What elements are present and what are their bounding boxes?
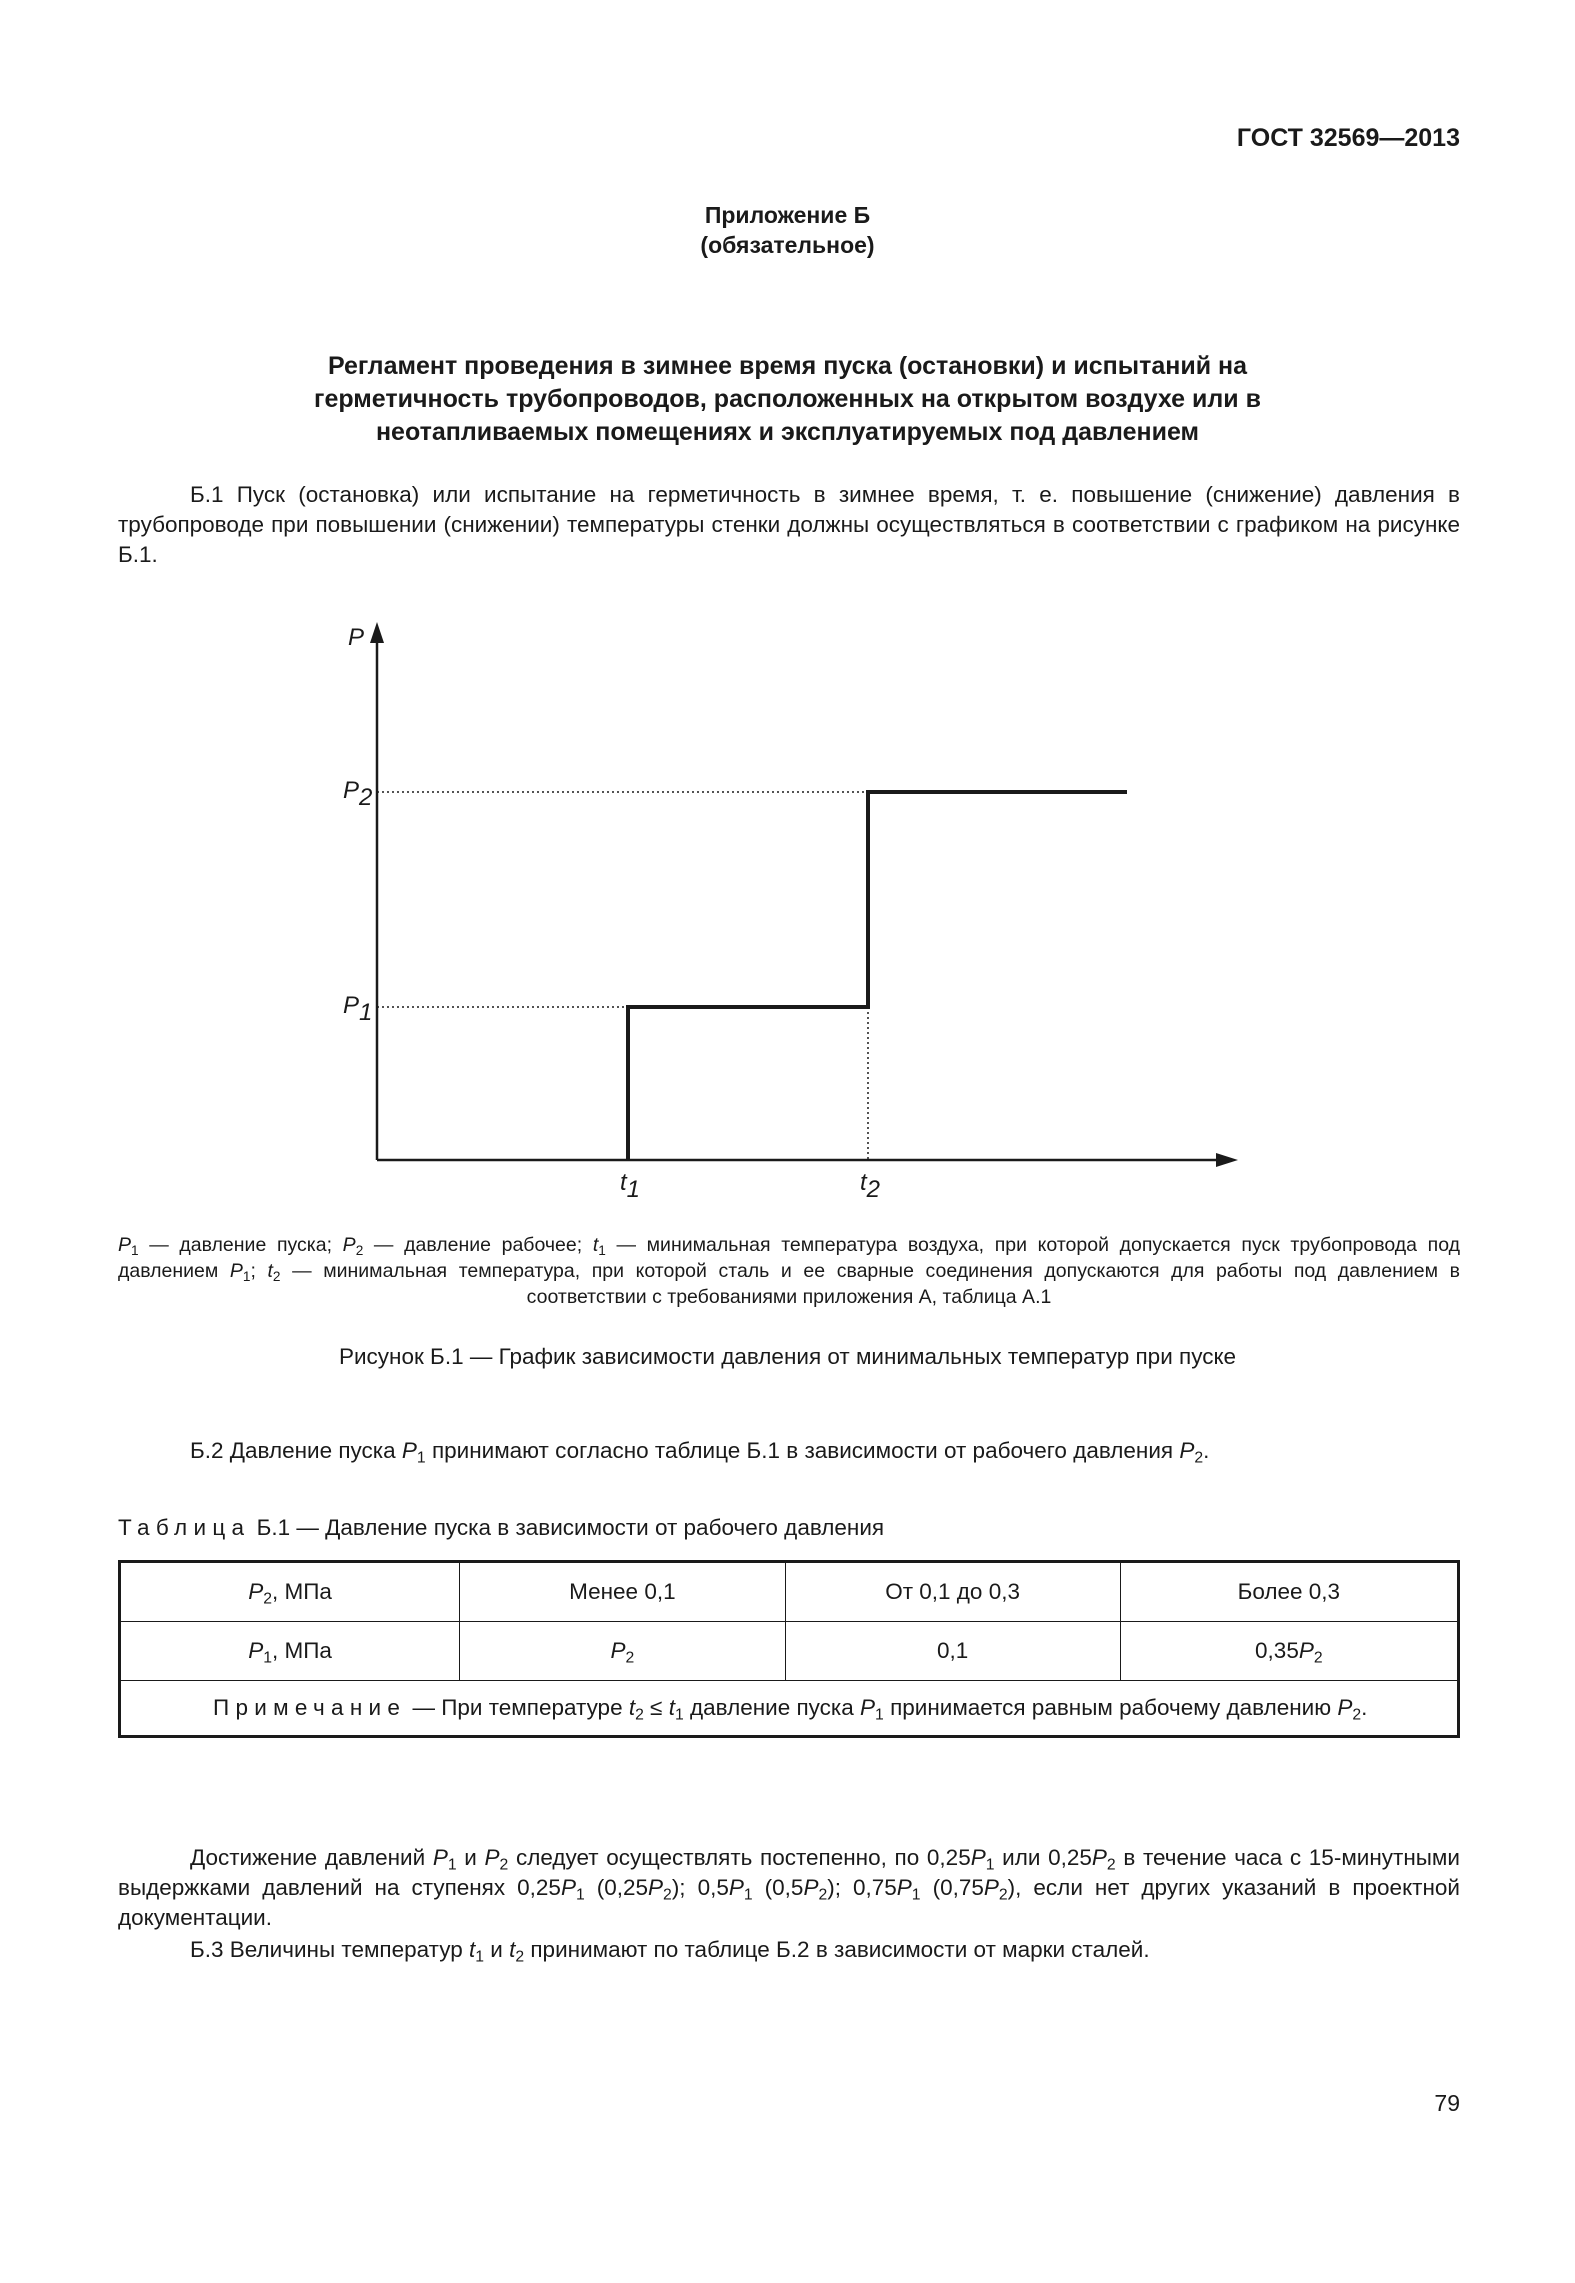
note-text: ≤ xyxy=(643,1695,669,1720)
figure-caption: Рисунок Б.1 — График зависимости давления от минимальных температур при пуске xyxy=(338,1344,1237,1369)
paragraph-text: принимают по таблице Б.2 в зависимости от марки сталей. xyxy=(524,1937,1150,1962)
note-text: принимается равным рабочему давлению xyxy=(883,1695,1338,1720)
subscript: 1 xyxy=(263,1649,273,1667)
legend-symbol: P xyxy=(229,1260,243,1282)
symbol: t xyxy=(468,1937,476,1962)
p1-subscript: 1 xyxy=(359,999,373,1026)
symbol: P xyxy=(803,1875,819,1900)
symbol: P xyxy=(1298,1638,1314,1663)
legend-symbol: t xyxy=(592,1234,599,1256)
legend-text: — давление пуска; xyxy=(138,1234,343,1256)
subscript: 2 xyxy=(515,1948,525,1966)
t1-subscript: 1 xyxy=(626,1176,641,1203)
subscript: 2 xyxy=(998,1886,1008,1904)
subscript: 1 xyxy=(447,1856,457,1874)
annex-title: Приложение Б xyxy=(704,202,871,228)
symbol: P xyxy=(648,1875,664,1900)
pressure-step-chart xyxy=(0,600,1575,1220)
paragraph-text: и xyxy=(484,1937,510,1962)
subscript: 2 xyxy=(1352,1706,1362,1724)
paragraph-text: (0,5 xyxy=(752,1875,804,1900)
legend-symbol: P xyxy=(342,1234,356,1256)
p1-symbol: P xyxy=(343,992,360,1019)
subscript: 2 xyxy=(1106,1856,1116,1874)
legend-text: — минимальная температура воздуха, при которой допускается пуск трубопровода под давлением xyxy=(118,1234,1460,1282)
t2-tick-label xyxy=(860,1169,880,1203)
page-number: 79 xyxy=(1434,2090,1460,2116)
t1-symbol: t xyxy=(620,1169,627,1196)
paragraph-text: (0,25 xyxy=(584,1875,649,1900)
symbol: P xyxy=(983,1875,999,1900)
table-cell: 0,1 xyxy=(785,1622,1120,1681)
table-note-row xyxy=(120,1681,1459,1737)
section-title-line: неотапливаемых помещениях и эксплуатируемых под давлением xyxy=(375,418,1200,446)
legend-subscript: 1 xyxy=(598,1243,606,1259)
subscript: 2 xyxy=(635,1706,644,1724)
legend-subscript: 2 xyxy=(272,1269,281,1285)
annex-status: (обязательное) xyxy=(700,232,875,258)
subscript: 1 xyxy=(911,1886,921,1904)
subscript: 2 xyxy=(263,1590,273,1608)
paragraph-text: или 0,25 xyxy=(994,1845,1092,1870)
legend-symbol: P xyxy=(118,1234,132,1256)
paragraph-text: Достижение давлений xyxy=(190,1845,433,1870)
p2-tick-label xyxy=(343,777,372,811)
unit: , МПа xyxy=(272,1638,332,1663)
legend-text: — давление рабочее; xyxy=(363,1234,593,1256)
subscript: 2 xyxy=(499,1856,509,1874)
paragraph-text: Б.1 Пуск (остановка) или испытание на герметичность в зимнее время, т. е. повышение (снижение) давления в трубопроводе при повышении (снижении) температуры стенки должны осуществляться в соответствии с графиком на рисунке Б.1. xyxy=(118,482,1460,567)
y-axis-arrow xyxy=(370,622,384,643)
paragraph-b2 xyxy=(118,1436,1460,1466)
p2-symbol: P xyxy=(343,777,360,804)
symbol: P xyxy=(1337,1695,1353,1720)
symbol: P xyxy=(728,1875,744,1900)
paragraph-text: ), если нет других указаний в проектной документации. xyxy=(118,1875,1460,1930)
table-cell xyxy=(1120,1622,1458,1681)
paragraph-text: ); 0,75 xyxy=(827,1875,897,1900)
p2-subscript: 2 xyxy=(359,784,373,811)
symbol: t xyxy=(509,1937,516,1962)
note-label: Примечание xyxy=(213,1695,407,1720)
subscript: 2 xyxy=(1313,1649,1323,1667)
t1-tick-label xyxy=(620,1169,640,1203)
legend-text: ; xyxy=(250,1260,268,1282)
symbol: P xyxy=(560,1875,576,1900)
section-title-line: герметичность трубопроводов, расположенных на открытом воздухе или в xyxy=(314,385,1261,413)
subscript: 1 xyxy=(416,1449,426,1467)
t2-subscript: 2 xyxy=(866,1176,881,1203)
paragraph-b1 xyxy=(118,480,1460,570)
legend-subscript: 2 xyxy=(355,1243,364,1259)
symbol: P xyxy=(860,1695,876,1720)
symbol: P xyxy=(896,1875,912,1900)
pressure-step-line xyxy=(628,792,1127,1160)
legend-subscript: 1 xyxy=(242,1269,251,1285)
subscript: 1 xyxy=(475,1948,485,1966)
section-title-line: Регламент проведения в зимнее время пуска (остановки) и испытаний на xyxy=(327,352,1248,380)
legend-symbol: t xyxy=(267,1260,273,1282)
p1-tick-label xyxy=(343,992,372,1026)
note-text: — При температуре xyxy=(406,1695,629,1720)
paragraph-text: принимают согласно таблице Б.1 в зависимости от рабочего давления xyxy=(425,1438,1180,1463)
paragraph-text: следует осуществлять постепенно, по 0,25 xyxy=(508,1845,971,1870)
symbol: P xyxy=(1179,1438,1195,1463)
symbol: P xyxy=(248,1579,264,1604)
subscript: 1 xyxy=(743,1886,753,1904)
legend-text: — минимальная температура, при которой сталь и ее сварные соединения допускаются для работы под давлением в соответствии с требованиями приложения А, таблица А.1 xyxy=(280,1260,1460,1308)
paragraph-text: Б.3 Величины температур xyxy=(190,1937,469,1962)
value: 0,35 xyxy=(1255,1638,1299,1663)
t2-symbol: t xyxy=(860,1169,867,1196)
table-cell: От 0,1 до 0,3 xyxy=(785,1562,1120,1622)
subscript: 2 xyxy=(625,1649,635,1667)
table-cell xyxy=(120,1562,460,1622)
paragraph-text: в течение часа с 15-минутными выдержками давлений на ступенях 0,25 xyxy=(118,1845,1460,1900)
paragraph-text: и xyxy=(456,1845,485,1870)
table-row xyxy=(120,1622,1459,1681)
subscript: 1 xyxy=(575,1886,585,1904)
table-cell xyxy=(460,1622,785,1681)
subscript: 2 xyxy=(818,1886,828,1904)
legend-subscript: 1 xyxy=(131,1243,139,1259)
note-text: давление пуска xyxy=(683,1695,861,1720)
subscript: 1 xyxy=(985,1856,995,1874)
table-cell: Более 0,3 xyxy=(1120,1562,1458,1622)
symbol: P xyxy=(1091,1845,1107,1870)
subscript: 2 xyxy=(1194,1449,1204,1467)
subscript: 1 xyxy=(875,1706,884,1724)
symbol: P xyxy=(970,1845,986,1870)
table-row xyxy=(120,1562,1459,1622)
table-caption-text: Б.1 — Давление пуска в зависимости от рабочего давления xyxy=(250,1515,885,1540)
symbol: P xyxy=(432,1845,448,1870)
paragraph-text: (0,75 xyxy=(920,1875,984,1900)
x-axis-arrow xyxy=(1216,1153,1238,1167)
symbol: P xyxy=(484,1845,500,1870)
paragraph-text: Б.2 Давление пуска xyxy=(190,1438,402,1463)
document-id: ГОСТ 32569—2013 xyxy=(1236,124,1460,152)
symbol: t xyxy=(668,1695,675,1720)
figure-legend xyxy=(118,1232,1460,1310)
table-cell xyxy=(120,1622,460,1681)
paragraph-steps xyxy=(118,1843,1460,1933)
table-caption xyxy=(118,1515,884,1541)
paragraph-text: . xyxy=(1203,1438,1210,1463)
section-title xyxy=(200,350,1375,449)
symbol: P xyxy=(248,1638,264,1663)
unit: , МПа xyxy=(272,1579,332,1604)
note-text: . xyxy=(1361,1695,1368,1720)
table-caption-label: Таблица xyxy=(118,1515,251,1540)
symbol: P xyxy=(401,1438,417,1463)
subscript: 2 xyxy=(663,1886,672,1904)
paragraph-text: ); 0,5 xyxy=(671,1875,729,1900)
pressure-table xyxy=(118,1560,1460,1738)
paragraph-b3 xyxy=(118,1935,1460,1965)
table-cell: Менее 0,1 xyxy=(460,1562,785,1622)
table-note xyxy=(120,1681,1459,1737)
symbol: t xyxy=(628,1695,636,1720)
symbol: P xyxy=(610,1638,626,1663)
subscript: 1 xyxy=(675,1706,684,1724)
y-axis-label: P xyxy=(348,624,365,651)
